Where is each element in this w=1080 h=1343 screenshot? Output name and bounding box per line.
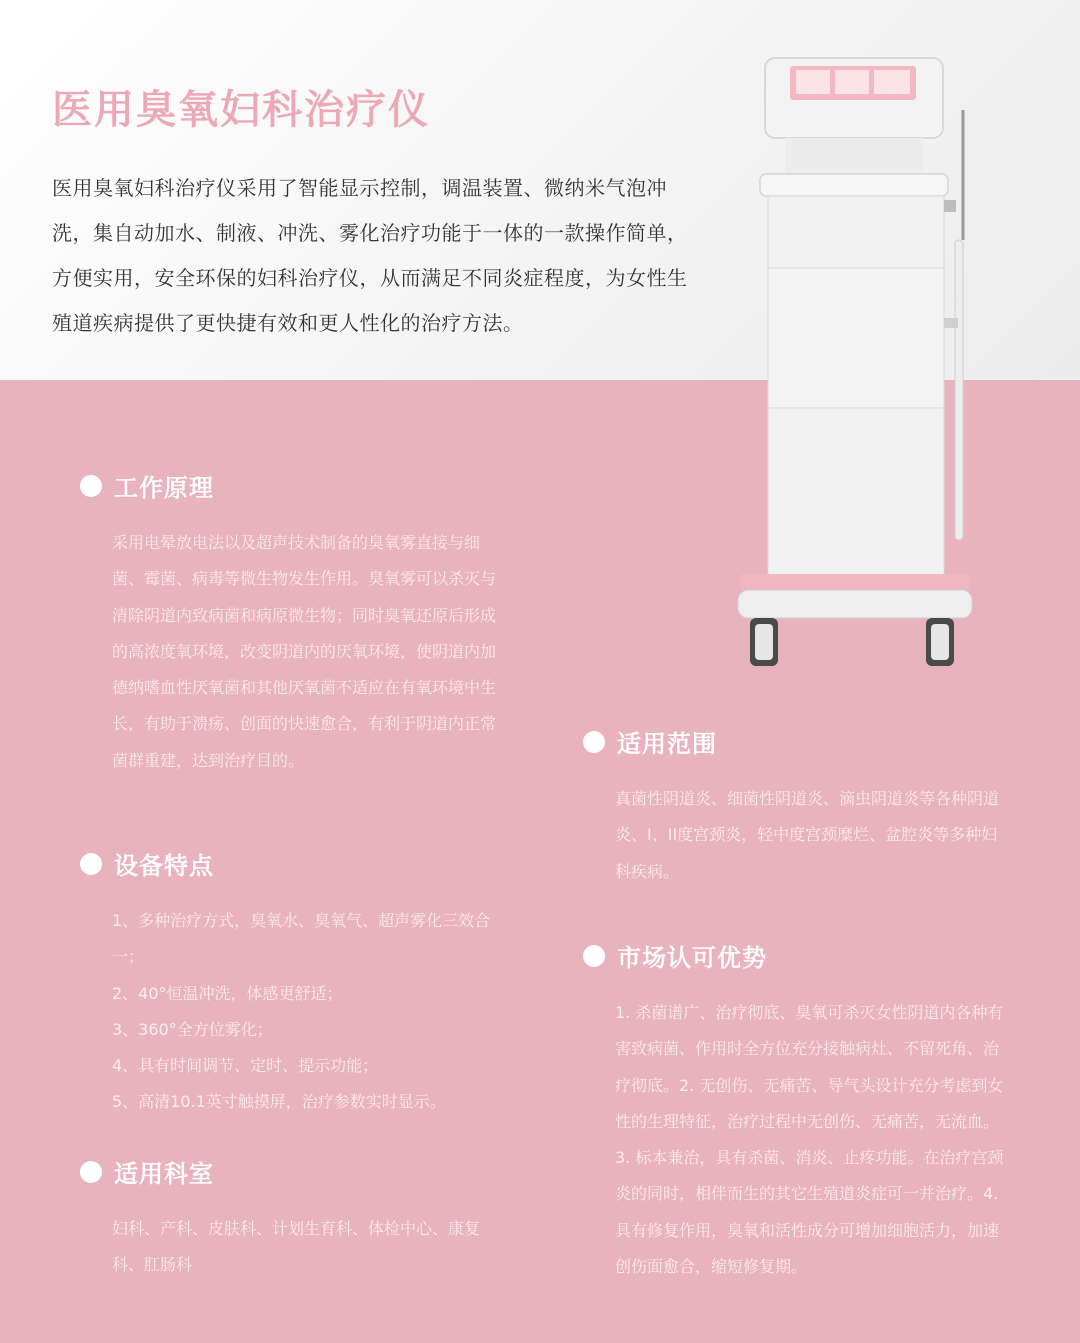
scope-text: 真菌性阴道炎、细菌性阴道炎、滴虫阴道炎等各种阴道炎、I、II度宫颈炎，轻中度宫颈糜烂、盆腔炎等多种妇科疾病。 <box>615 789 1000 881</box>
section-scope <box>583 724 1008 890</box>
section-departments <box>80 1154 505 1284</box>
bullet-dot-icon <box>583 731 605 753</box>
section-principle <box>80 468 505 779</box>
ozone-device-image <box>730 50 980 680</box>
section-heading: 市场认可优势 <box>617 944 767 972</box>
principle-text: 采用电晕放电法以及超声技术制备的臭氧雾直接与细菌、霉菌、病毒等微生物发生作用。臭氧雾可以杀灭与清除阴道内致病菌和病原微生物；同时臭氧还原后形成的高浓度氧环境，改变阴道内的厌氧环境，使阴道内加德纳嗜血性厌氧菌和其他厌氧菌不适应在有氧环境中生长，有助于溃疡、创面的快速愈合，有利于阴道内正常菌群重建，达到治疗目的。 <box>112 533 497 770</box>
feature-item: 4、具有时间调节、定时、提示功能； <box>112 1056 379 1076</box>
feature-item: 5、高清10.1英寸触摸屏，治疗参数实时显示。 <box>112 1092 446 1112</box>
feature-item: 1、多种治疗方式，臭氧水、臭氧气、超声雾化三效合一； <box>112 911 491 967</box>
advantages-text: 1. 杀菌谱广、治疗彻底、臭氧可杀灭女性阴道内各种有害致病菌、作用时全方位充分接触病灶、不留死角、治疗彻底。2. 无创伤、无痛苦、导气头设计充分考虑到女性的生理特征，治疗过程中无创伤、无痛苦，无流血。3. 标本兼治，具有杀菌、消炎、止疼功能。在治疗宫颈炎的同时，相伴而生的其它生殖道炎症可一并治疗。4. 具有修复作用，臭氧和活性成分可增加细胞活力，加速创伤面愈合，缩短修复期。 <box>615 1003 1004 1277</box>
departments-text: 妇科、产科、皮肤科、计划生育科、体检中心、康复科、肛肠科 <box>112 1219 481 1275</box>
feature-item: 2、40°恒温冲洗，体感更舒适； <box>112 983 343 1003</box>
section-advantages <box>583 938 1008 1285</box>
bullet-dot-icon <box>80 475 102 497</box>
section-features <box>80 846 505 1121</box>
section-heading: 工作原理 <box>114 474 214 502</box>
bullet-dot-icon <box>80 853 102 875</box>
section-heading: 适用科室 <box>114 1160 214 1188</box>
section-heading: 适用范围 <box>617 730 717 758</box>
bullet-dot-icon <box>583 945 605 967</box>
feature-item: 3、360°全方位雾化； <box>112 1019 273 1039</box>
bullet-dot-icon <box>80 1161 102 1183</box>
page-title: 医用臭氧妇科治疗仪 <box>52 87 430 133</box>
intro-paragraph: 医用臭氧妇科治疗仪采用了智能显示控制，调温装置、微纳米气泡冲洗，集自动加水、制液、冲洗、雾化治疗功能于一体的一款操作简单，方便实用，安全环保的妇科治疗仪，从而满足不同炎症程度，为女性生殖道疾病提供了更快捷有效和更人性化的治疗方法。 <box>52 176 688 335</box>
section-heading: 设备特点 <box>114 852 214 880</box>
